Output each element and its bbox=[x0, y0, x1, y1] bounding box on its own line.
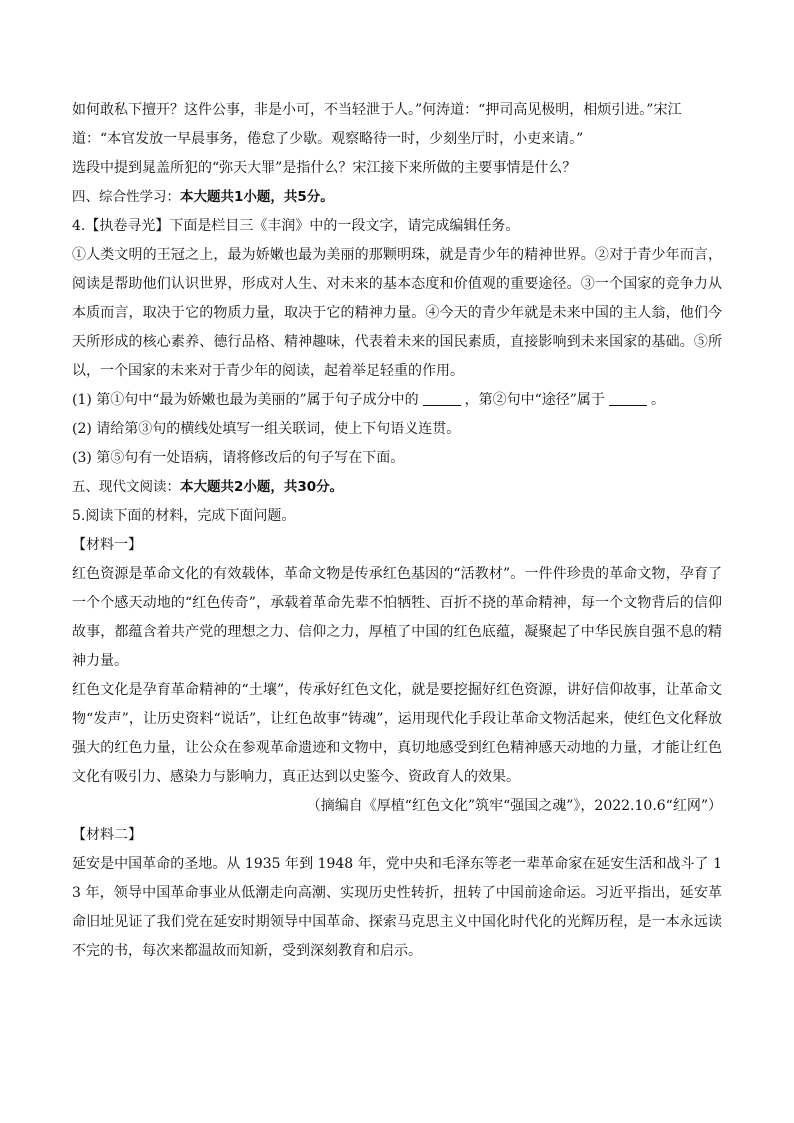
question-4-sub-1-text-a: (1) 第①句中“最为娇嫩也最为美丽的”属于句子成分中的 bbox=[72, 392, 419, 408]
passage-tail-line-1: 如何敢私下擅开？这件公事，非是小可，不当轻泄于人。”何涛道：“押司高见极明，相烦引进。”宋江 bbox=[72, 102, 682, 118]
question-4-sub-1-text-c: 。 bbox=[650, 392, 665, 408]
question-4-passage: ①人类文明的王冠之上，最为娇嫩也最为美丽的那颗明珠，就是青少年的精神世界。②对于青少年而言，阅读是帮助他们认识世界，形成对人生、对未来的基本态度和价值观的重要途径。③一个国家的竞争力从本质而言，取决于它的物质力量，取决于它的精神力量。④今天的青少年就是未来中国的主人翁，他们今天所形成的核心素养、德行品格、精神趣味，代表着未来的国民素质，直接影响到未来国家的基础。⑤所以，一个国家的未来对于青少年的阅读，起着举足轻重的作用。 bbox=[72, 247, 722, 379]
question-5-title: 5.阅读下面的材料，完成下面问题。 bbox=[72, 508, 296, 524]
material-1-paragraph-2: 红色文化是孕育革命精神的“土壤”，传承好红色文化，就是要挖掘好红色资源，讲好信仰故事，让革命文物“发声”，让历史资料“说话”，让红色故事“铸魂”，运用现代化手段让革命文物活起来，使红色文化释放强大的红色力量，让公众在参观革命遗迹和文物中，真切地感受到红色精神感天动地的力量，才能让红色文化有吸引力、感染力与影响力，真正达到以史鉴今、资政育人的效果。 bbox=[72, 682, 722, 785]
answer-blank[interactable] bbox=[609, 391, 647, 406]
material-1-paragraph-1: 红色资源是革命文化的有效载体，革命文物是传承红色基因的“活教材”。一件件珍贵的革命文物，孕育了一个个感天动地的“红色传奇”，承载着革命先辈不怕牺牲、百折不挠的革命精神，每一个文物背后的信仰故事，都蕴含着共产党的理想之力、信仰之力，厚植了中国的红色底蕴，凝聚起了中华民族自强不息的精神力量。 bbox=[72, 566, 722, 669]
section-4-score: 本大题共1小题，共5分。 bbox=[180, 189, 334, 205]
question-4-sub-1 bbox=[72, 386, 722, 415]
question-4-sub-3: (3) 第⑤句有一处语病，请将修改后的句子写在下面。 bbox=[72, 450, 405, 466]
material-1-source: （摘编自《厚植“红色文化”筑牢“强国之魂”》，2022.10.6“红网”） bbox=[306, 798, 722, 814]
material-1-label: 【材料一】 bbox=[72, 537, 142, 553]
section-4-prefix: 四、综合性学习： bbox=[72, 189, 180, 205]
document-page bbox=[72, 96, 722, 966]
question-4-sub-2: (2) 请给第③句的横线处填写一组关联词，使上下句语义连贯。 bbox=[72, 421, 461, 437]
question-4-sub-1-text-b: ，第②句中“途径”属于 bbox=[464, 392, 605, 408]
passage-question: 选段中提到晁盖所犯的“弥天大罪”是指什么？宋江接下来所做的主要事情是什么？ bbox=[72, 160, 577, 176]
material-2-paragraph-1: 延安是中国革命的圣地。从 1935 年到 1948 年，党中央和毛泽东等老一辈革命家在延安生活和战斗了 13 年，领导中国革命事业从低潮走向高潮、实现历史性转折，扭转了中国前途命运。习近平指出，延安革命旧址见证了我们党在延安时期领导中国革命、探索马克思主义中国化时代化的光辉历程，是一本永远读不完的书，每次来都温故而知新，受到深刻教育和启示。 bbox=[72, 856, 722, 959]
question-4-title: 4.【执卷寻光】下面是栏目三《丰润》中的一段文字，请完成编辑任务。 bbox=[72, 218, 520, 234]
material-2-label: 【材料二】 bbox=[72, 827, 142, 843]
answer-blank[interactable] bbox=[423, 391, 461, 406]
section-5-score: 本大题共2小题，共30分。 bbox=[180, 479, 344, 495]
section-5-prefix: 五、现代文阅读： bbox=[72, 479, 180, 495]
passage-tail-line-2: 道：“本官发放一早晨事务，倦怠了少歇。观察略待一时，少刻坐厅时，小吏来请。” bbox=[72, 131, 584, 147]
section-5-heading bbox=[72, 473, 722, 502]
section-4-heading bbox=[72, 183, 722, 212]
